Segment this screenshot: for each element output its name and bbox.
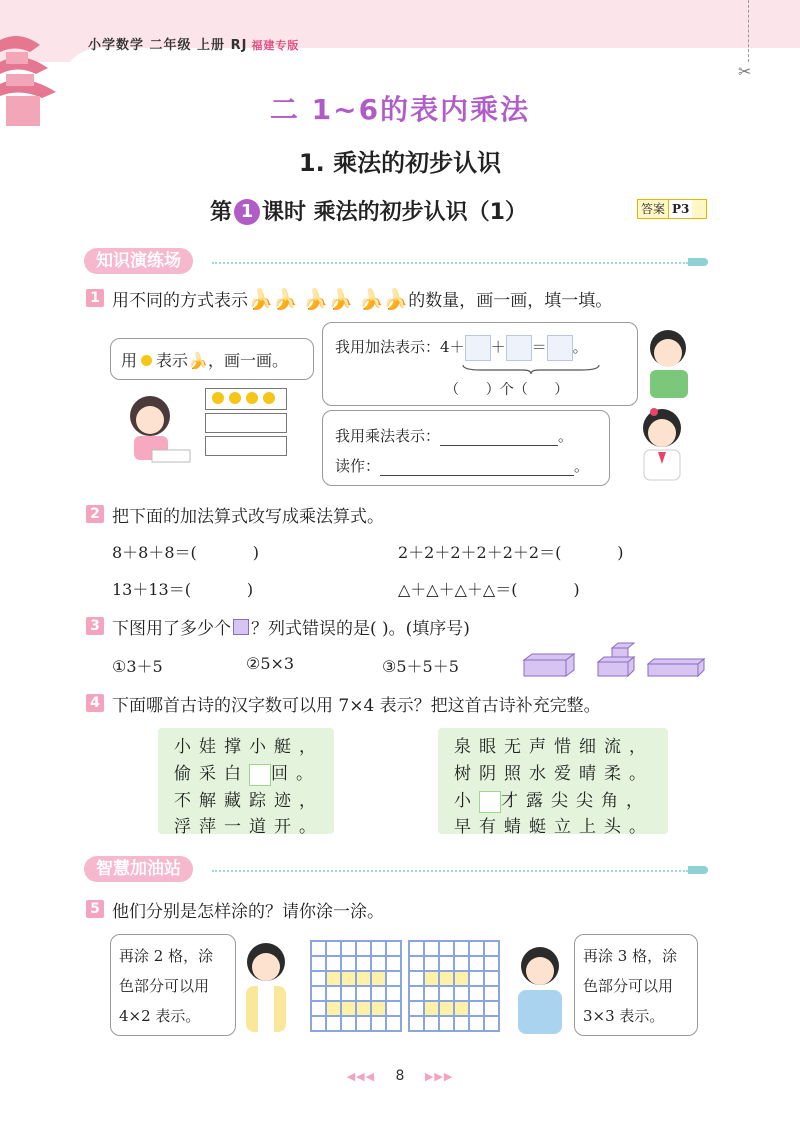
grid-cell[interactable] xyxy=(356,1001,371,1016)
banana-icon: 🍌 xyxy=(188,351,208,370)
grid-cell[interactable] xyxy=(311,986,326,1001)
grid-cell[interactable] xyxy=(424,971,439,986)
grid-cell[interactable] xyxy=(386,971,401,986)
boy-pointing-illustration xyxy=(504,944,574,1036)
poem-1 xyxy=(158,728,334,837)
grid-cell[interactable] xyxy=(454,1001,469,1016)
banana-icon: 🍌🍌 xyxy=(248,287,298,311)
answer-label: 答案 xyxy=(641,202,666,216)
grid-cell[interactable] xyxy=(439,1001,454,1016)
plus-sign: ＋ xyxy=(449,338,465,356)
unit-title: 二 1~6的表内乘法 xyxy=(269,93,531,126)
q1-text-a: 用不同的方式表示 xyxy=(112,291,248,311)
grid-cell[interactable] xyxy=(371,941,386,956)
right-bubble-line2: 色部分可以用 xyxy=(583,977,674,995)
page-number: 8 xyxy=(395,1068,405,1084)
period: 。 xyxy=(558,427,574,445)
left-bubble-c: ，画一画。 xyxy=(207,351,288,370)
yellow-dot-icon xyxy=(246,392,258,404)
dots-row xyxy=(206,389,286,407)
grid-cell[interactable] xyxy=(356,941,371,956)
q1-multiplication-bubble xyxy=(322,410,610,486)
poem2-line4: 早有蜻蜓立上头。 xyxy=(454,817,654,837)
grid-cell[interactable] xyxy=(469,971,484,986)
question-number-4: 4 xyxy=(86,694,104,712)
left-bubble-line3: 4×2 表示。 xyxy=(119,1007,201,1025)
grid-cell[interactable] xyxy=(326,1001,341,1016)
lesson-number-badge: 1 xyxy=(234,199,260,225)
answer-box[interactable] xyxy=(547,335,573,361)
grid-cell[interactable] xyxy=(341,941,356,956)
boy-thinking-illustration xyxy=(232,940,302,1036)
tag-divider xyxy=(212,870,688,872)
grid-cell[interactable] xyxy=(469,986,484,1001)
cut-line xyxy=(748,0,749,62)
grid-cell[interactable] xyxy=(439,986,454,1001)
grid-cell[interactable] xyxy=(469,941,484,956)
grid-cell[interactable] xyxy=(311,956,326,971)
boy-illustration xyxy=(636,326,700,400)
q3-option-1[interactable]: ①3＋5 xyxy=(112,657,163,676)
grid-cell[interactable] xyxy=(371,971,386,986)
q2-item-3[interactable]: 13＋13＝( ) xyxy=(112,580,254,599)
section-title: 1. 乘法的初步认识 xyxy=(298,149,502,177)
grid-cell[interactable] xyxy=(311,971,326,986)
poem2-line1: 泉眼无声惜细流， xyxy=(454,737,654,757)
grid-cell[interactable] xyxy=(484,956,499,971)
right-bubble-line3: 3×3 表示。 xyxy=(583,1007,665,1025)
answer-box[interactable] xyxy=(506,335,532,361)
grid-cell[interactable] xyxy=(484,1016,499,1031)
q3-text-b: ？列式错误的是( )。(填序号) xyxy=(251,619,470,639)
grid-cell[interactable] xyxy=(371,1016,386,1031)
grid-cell[interactable] xyxy=(409,971,424,986)
grid-cell[interactable] xyxy=(341,1016,356,1031)
grid-cell[interactable] xyxy=(454,986,469,1001)
yellow-dot-icon xyxy=(229,392,241,404)
grid-cell[interactable] xyxy=(371,1001,386,1016)
grid-cell[interactable] xyxy=(326,971,341,986)
poem-blank-box[interactable] xyxy=(479,791,501,813)
poem1-line2 xyxy=(174,759,321,786)
grid-cell[interactable] xyxy=(409,1001,424,1016)
q3-option-3[interactable]: ③5＋5＋5 xyxy=(382,657,459,676)
header-edition: 福建专版 xyxy=(251,39,300,52)
question-number-2: 2 xyxy=(86,505,104,523)
grid-cell[interactable] xyxy=(424,941,439,956)
grid-cell[interactable] xyxy=(311,1001,326,1016)
left-bubble-b: 表示 xyxy=(156,351,189,370)
lesson-name: 课时 乘法的初步认识（1） xyxy=(262,200,527,225)
grid-cell[interactable] xyxy=(424,1016,439,1031)
grid-cell[interactable] xyxy=(341,1001,356,1016)
q3-prompt xyxy=(112,614,470,639)
poem1-line1: 小娃撑小艇， xyxy=(174,737,324,757)
q2-item-2[interactable]: 2＋2＋2＋2＋2＋2＝( ) xyxy=(398,543,624,562)
grid-cell[interactable] xyxy=(469,1001,484,1016)
grid-cell[interactable] xyxy=(439,1016,454,1031)
grid-cell[interactable] xyxy=(371,956,386,971)
lesson-prefix: 第 xyxy=(210,200,233,225)
banana-icon: 🍌🍌 xyxy=(303,287,354,311)
lesson-title xyxy=(210,195,527,226)
grid-cell[interactable] xyxy=(454,1016,469,1031)
grid-2 xyxy=(408,940,500,1032)
yellow-dot-icon xyxy=(263,392,275,404)
drawing-box-2[interactable] xyxy=(205,413,287,433)
read-answer-line[interactable] xyxy=(380,475,574,476)
right-arrows-icon: ▶▶▶ xyxy=(424,1070,454,1083)
grid-cell[interactable] xyxy=(311,941,326,956)
grid-cell[interactable] xyxy=(469,956,484,971)
poem1-line2-b: 回。 xyxy=(271,764,321,784)
answer-page: P3 xyxy=(668,200,692,218)
left-bubble-a: 用 xyxy=(121,351,138,370)
grid-cell[interactable] xyxy=(439,956,454,971)
grid-cell[interactable] xyxy=(386,986,401,1001)
period: 。 xyxy=(572,338,588,356)
brace-text: （ ）个（ ） xyxy=(445,382,569,398)
grid-cell[interactable] xyxy=(409,986,424,1001)
grid-cell[interactable] xyxy=(439,941,454,956)
section-tag-wisdom: 智慧加油站 xyxy=(84,856,193,882)
grid-cell[interactable] xyxy=(409,941,424,956)
q3-option-2[interactable]: ②5×3 xyxy=(246,654,295,673)
q3-text-a: 下图用了多少个 xyxy=(112,619,231,639)
q2-prompt: 把下面的加法算式改写成乘法算式。 xyxy=(112,507,384,527)
question-number-1: 1 xyxy=(86,289,104,307)
pen-icon xyxy=(688,866,708,874)
grid-cell[interactable] xyxy=(424,956,439,971)
grid-cell[interactable] xyxy=(371,986,386,1001)
poem2-line3-a: 小 xyxy=(454,791,479,811)
grid-cell[interactable] xyxy=(484,971,499,986)
grid-cell[interactable] xyxy=(484,1001,499,1016)
q5-left-bubble xyxy=(110,934,236,1036)
poem1-line4: 浮萍一道开。 xyxy=(174,817,324,837)
grid-cell[interactable] xyxy=(469,1016,484,1031)
scissors-icon: ✂ xyxy=(738,62,752,81)
page-footer xyxy=(0,1068,800,1084)
girl-illustration xyxy=(624,404,698,484)
grid-cell[interactable] xyxy=(386,1016,401,1031)
q5-prompt: 他们分别是怎样涂的？请你涂一涂。 xyxy=(112,902,384,922)
answer-box[interactable] xyxy=(465,335,491,361)
mul-answer-line[interactable] xyxy=(440,445,558,446)
grid-cell[interactable] xyxy=(311,1016,326,1031)
question-number-3: 3 xyxy=(86,617,104,635)
grid-cell[interactable] xyxy=(386,1001,401,1016)
poem1-line3: 不解藏踪迹， xyxy=(174,791,324,811)
grid-cell[interactable] xyxy=(356,956,371,971)
grid-cell[interactable] xyxy=(386,941,401,956)
grid-cell[interactable] xyxy=(409,956,424,971)
poem2-line3-b: 才露尖尖角， xyxy=(501,791,651,811)
grid-cell[interactable] xyxy=(454,941,469,956)
section-tag-practice: 知识演练场 xyxy=(84,248,193,274)
poem-blank-box[interactable] xyxy=(249,764,271,786)
read-label: 读作： xyxy=(335,457,381,475)
cube-figures-illustration xyxy=(522,640,712,680)
add-label: 我用加法表示： xyxy=(335,338,441,356)
grid-cell[interactable] xyxy=(326,986,341,1001)
grid-cell[interactable] xyxy=(356,986,371,1001)
right-bubble-line1: 再涂 3 格，涂 xyxy=(583,947,678,965)
mul-label: 我用乘法表示： xyxy=(335,427,441,445)
plus-sign: ＋ xyxy=(490,338,506,356)
q5-right-bubble xyxy=(574,934,698,1036)
grid-cell[interactable] xyxy=(454,971,469,986)
dot-icon xyxy=(141,355,152,366)
poem2-line3 xyxy=(454,786,651,813)
girl-drawing-illustration xyxy=(112,388,192,468)
grid-cell[interactable] xyxy=(326,956,341,971)
grid-cell[interactable] xyxy=(424,1001,439,1016)
poem2-line2: 树阴照水爱晴柔。 xyxy=(454,764,654,784)
pen-icon xyxy=(688,258,708,266)
poem1-line2-a: 偷采白 xyxy=(174,764,249,784)
grid-cell[interactable] xyxy=(341,971,356,986)
grid-cell[interactable] xyxy=(439,971,454,986)
q2-item-4[interactable]: △＋△＋△＋△＝( ) xyxy=(398,580,580,599)
grid-cell[interactable] xyxy=(484,986,499,1001)
q4-prompt: 下面哪首古诗的汉字数可以用 7×4 表示？把这首古诗补充完整。 xyxy=(112,696,601,716)
header-info xyxy=(88,34,299,53)
question-number-5: 5 xyxy=(86,900,104,918)
brace-icon xyxy=(461,363,601,375)
grid-cell[interactable] xyxy=(326,1016,341,1031)
header-curve xyxy=(60,48,800,88)
grid-cell[interactable] xyxy=(454,956,469,971)
q1-prompt xyxy=(112,286,612,311)
header-course: 小学数学 二年级 上册 RJ xyxy=(88,38,248,53)
poem-2 xyxy=(438,728,668,837)
q1-left-bubble xyxy=(110,338,314,380)
period: 。 xyxy=(574,457,590,475)
add-first: 4 xyxy=(440,338,450,356)
left-bubble-line1: 再涂 2 格，涂 xyxy=(119,947,214,965)
grid-cell[interactable] xyxy=(341,986,356,1001)
cube-icon xyxy=(233,619,249,635)
drawing-box-3[interactable] xyxy=(205,436,287,456)
equals-sign: ＝ xyxy=(531,338,547,356)
answer-reference xyxy=(637,199,707,219)
grid-cell[interactable] xyxy=(341,956,356,971)
q1-text-b: 的数量，画一画，填一填。 xyxy=(408,291,613,311)
grid-cell[interactable] xyxy=(356,971,371,986)
q1-addition-bubble xyxy=(322,322,638,406)
drawing-box-1[interactable] xyxy=(205,388,287,410)
left-arrows-icon: ◀◀◀ xyxy=(346,1070,376,1083)
banana-icon: 🍌🍌 xyxy=(358,287,409,311)
grid-cell[interactable] xyxy=(424,986,439,1001)
left-bubble-line2: 色部分可以用 xyxy=(119,977,210,995)
grid-1 xyxy=(310,940,402,1032)
grid-cell[interactable] xyxy=(484,941,499,956)
grid-cell[interactable] xyxy=(409,1016,424,1031)
grid-cell[interactable] xyxy=(326,941,341,956)
grid-cell[interactable] xyxy=(356,1016,371,1031)
q2-item-1[interactable]: 8＋8＋8＝( ) xyxy=(112,543,259,562)
yellow-dot-icon xyxy=(212,392,224,404)
tag-divider xyxy=(212,262,688,264)
grid-cell[interactable] xyxy=(386,956,401,971)
